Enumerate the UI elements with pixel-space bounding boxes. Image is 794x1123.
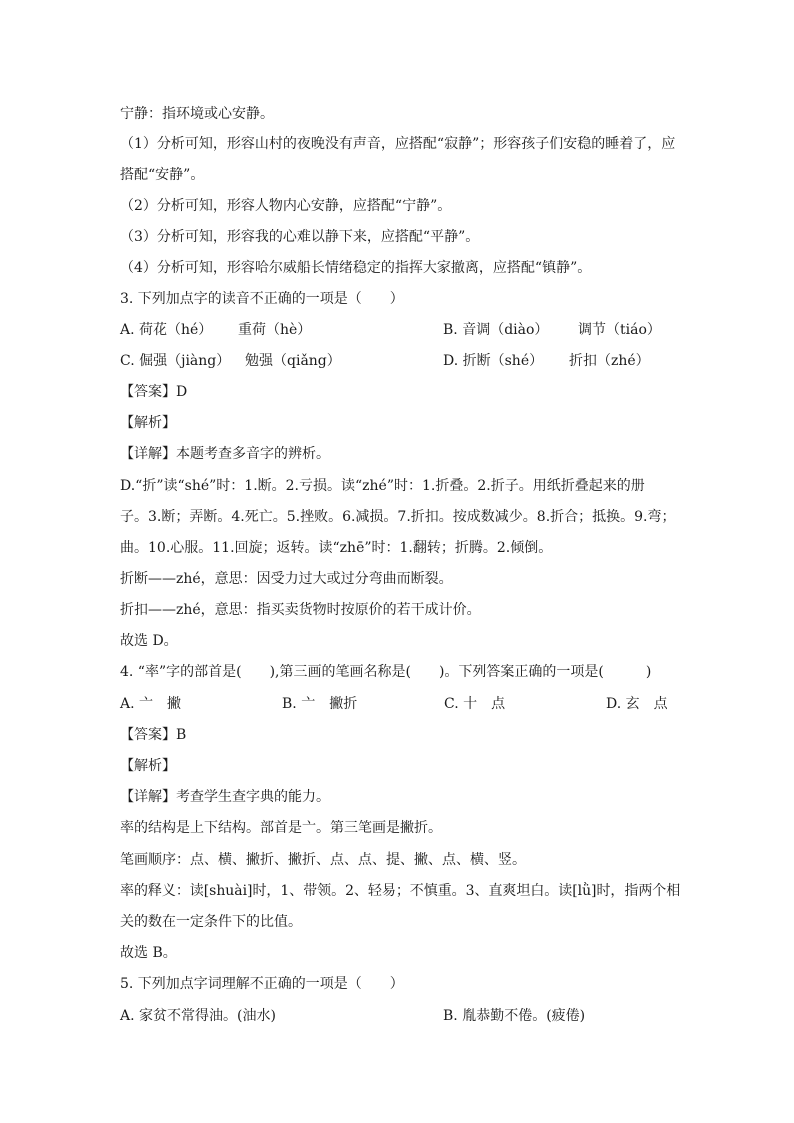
explanation-line: 【详解】考查学生查字典的能力。 — [120, 789, 330, 805]
option-d: D. 玄 点 — [606, 696, 668, 712]
analysis-label: 【解析】 — [120, 415, 176, 431]
text-line: 率的结构是上下结构。部首是亠。第三笔画是撇折。 — [120, 820, 442, 836]
answer-label: 【答案】D — [120, 384, 188, 400]
text-line: （4）分析可知，形容哈尔威船长情绪稳定的指挥大家撤离，应搭配“镇静”。 — [120, 260, 592, 276]
text-line: 笔画顺序：点、横、撇折、撇折、点、点、提、撇、点、横、竖。 — [120, 852, 526, 868]
text-line: D.“折”读“shé”时：1.断。2.亏损。读“zhé”时：1.折叠。2.折子。用纸折叠起来的册 — [120, 478, 645, 494]
question-5-stem: 5. 下列加点字词理解不正确的一项是（ ） — [120, 976, 404, 992]
option-b-part-1: B. 音调（diào） — [443, 322, 549, 338]
text-line: 折扣——zhé，意思：指买卖货物时按原价的若干成计价。 — [120, 602, 481, 618]
question-3-stem: 3. 下列加点字的读音不正确的一项是（ ） — [120, 291, 404, 307]
option-c-part-1: C. 倔强（jiàng） — [120, 353, 231, 369]
text-line: （2）分析可知，形容人物内心安静，应搭配“宁静”。 — [120, 198, 452, 214]
text-line: （3）分析可知，形容我的心难以静下来，应搭配“平静”。 — [120, 229, 480, 245]
text-line: 曲。10.心服。11.回旋；返转。读“zhē”时：1.翻转；折腾。2.倾倒。 — [120, 540, 553, 556]
option-c-part-2: 勉强（qiǎng） — [245, 353, 341, 369]
option-d-part-2: 折扣（zhé） — [569, 353, 650, 369]
option-a-part-2: 重荷（hè） — [238, 322, 312, 338]
explanation-line: 【详解】本题考查多音字的辨析。 — [120, 446, 330, 462]
option-a: A. 家贫不常得油。(油水) — [120, 1008, 276, 1024]
question-4-stem: 4. “率”字的部首是( ),第三画的笔画名称是( )。下列答案正确的一项是( ) — [120, 664, 652, 680]
text-line: 折断——zhé，意思：因受力过大或过分弯曲而断裂。 — [120, 571, 453, 587]
answer-label: 【答案】B — [120, 727, 187, 743]
option-d-part-1: D. 折断（shé） — [443, 353, 544, 369]
option-b-part-2: 调节（tiáo） — [578, 322, 661, 338]
text-line: （1）分析可知，形容山村的夜晚没有声音，应搭配“寂静”；形容孩子们安稳的睡着了，应 — [120, 136, 676, 152]
text-line: 宁静：指环境或心安静。 — [120, 106, 274, 122]
text-line: 故选 D。 — [120, 633, 178, 649]
option-b: B. 亠 撇折 — [282, 696, 358, 712]
text-line: 搭配“安静”。 — [120, 167, 205, 183]
option-b: B. 胤恭勤不倦。(疲倦) — [443, 1008, 586, 1024]
option-c: C. 十 点 — [444, 696, 506, 712]
text-line: 故选 B。 — [120, 945, 177, 961]
text-line: 子。3.断；弄断。4.死亡。5.挫败。6.减损。7.折扣。按成数减少。8.折合；抵换。9.弯； — [120, 509, 676, 525]
option-a: A. 亠 撇 — [120, 696, 182, 712]
option-a-part-1: A. 荷花（hé） — [120, 322, 213, 338]
analysis-label: 【解析】 — [120, 758, 176, 774]
text-line: 率的释义：读[shuài]时，1、带领。2、轻易；不慎重。3、直爽坦白。读[lǜ]时，指两个相 — [120, 883, 681, 899]
text-line: 关的数在一定条件下的比值。 — [120, 914, 302, 930]
